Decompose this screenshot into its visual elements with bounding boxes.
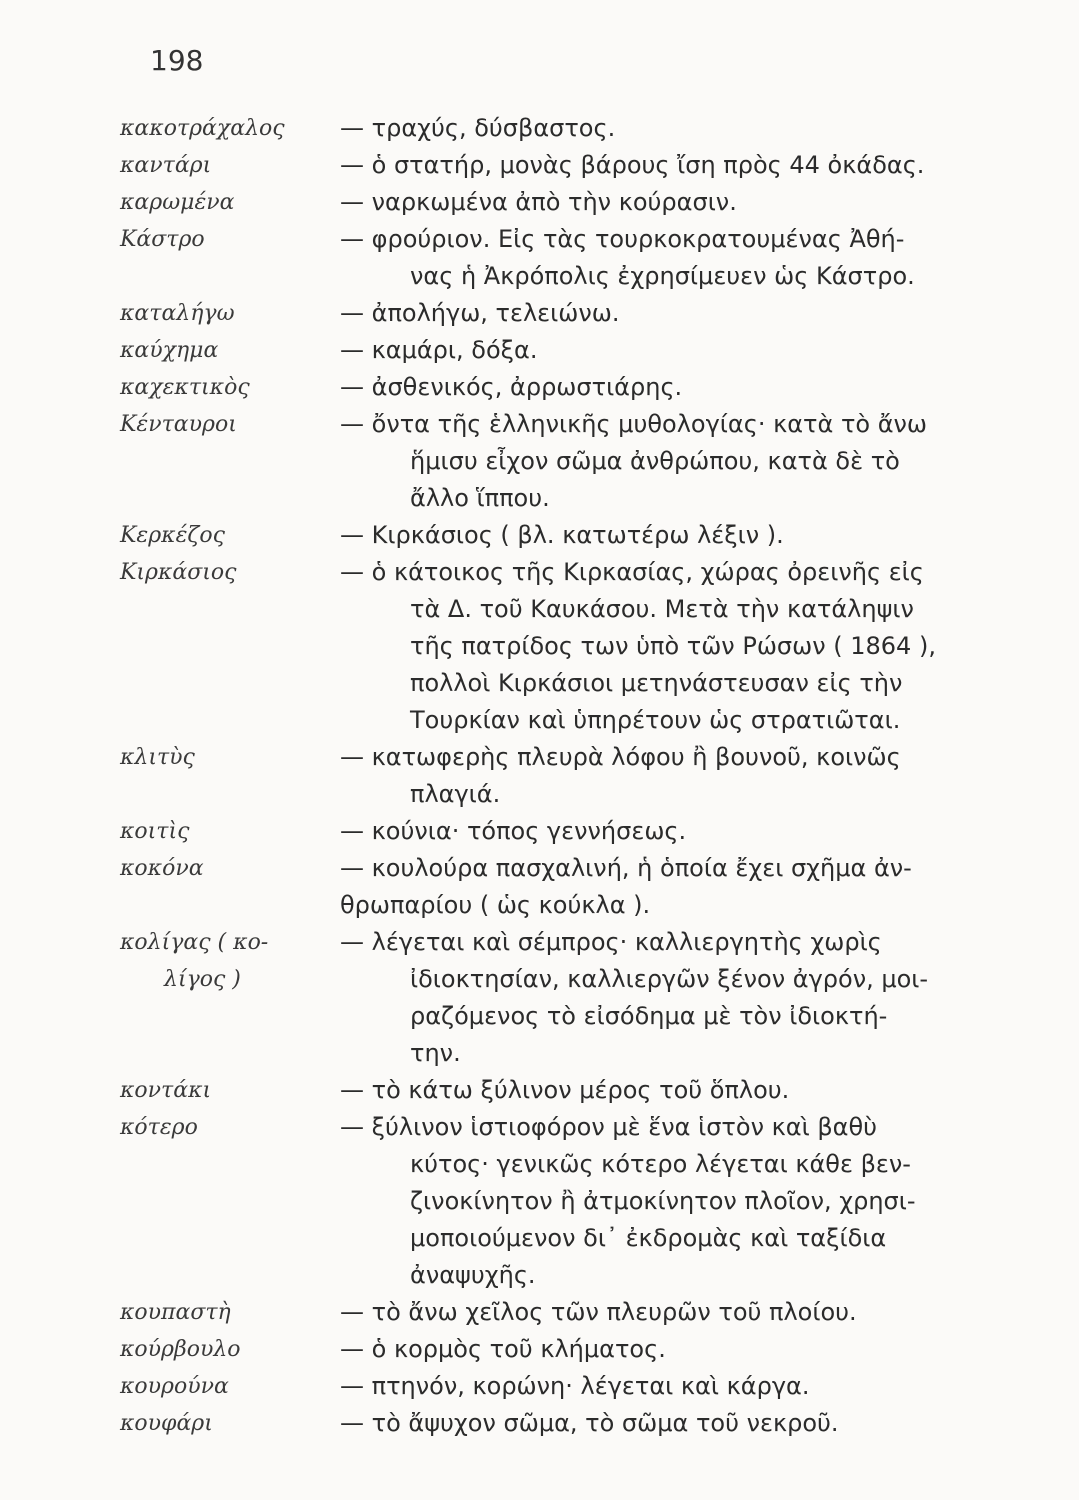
definition-line: — ναρκωμένα ἀπὸ τὴν κούρασιν. <box>340 188 737 216</box>
definition-line: — τραχύς, δύσβαστος. <box>340 114 616 142</box>
entry-term-continuation: λίγος ) <box>164 967 241 992</box>
entry-term-text: Κάστρο <box>120 227 205 252</box>
definition-line: — ἀπολήγω, τελειώνω. <box>340 299 620 327</box>
entry-term-text: Κερκέζος <box>120 523 225 548</box>
glossary-entry <box>0 517 1079 554</box>
entry-definition <box>340 850 1079 924</box>
glossary-entry <box>0 332 1079 369</box>
definition-line: ἄλλο ἵππου. <box>410 484 550 512</box>
glossary-entry <box>0 369 1079 406</box>
entry-term <box>0 1368 340 1405</box>
entry-term-text: κοιτὶς <box>120 819 190 844</box>
definition-line: πλαγιά. <box>410 780 501 808</box>
entry-term-text: κούρβουλο <box>120 1337 241 1362</box>
definition-line: — ὁ κορμὸς τοῦ κλήματος. <box>340 1335 666 1363</box>
definition-line: — ξύλινον ἱστιοφόρον μὲ ἕνα ἱστὸν καὶ βαθὺ <box>340 1113 878 1141</box>
glossary-entry <box>0 813 1079 850</box>
entry-term <box>0 813 340 850</box>
definition-line: την. <box>410 1039 461 1067</box>
entry-term <box>0 517 340 554</box>
entry-term <box>0 110 340 147</box>
definition-line: — Κιρκάσιος ( βλ. κατωτέρω λέξιν ). <box>340 521 784 549</box>
entry-term <box>0 1331 340 1368</box>
definition-line: — κατωφερὴς πλευρὰ λόφου ἢ βουνοῦ, κοινῶς <box>340 743 901 771</box>
entry-definition <box>340 1109 1079 1294</box>
entry-term-text: καχεκτικὸς <box>120 375 250 400</box>
definition-line: τὰ Δ. τοῦ Καυκάσου. Μετὰ τὴν κατάληψιν <box>410 595 914 623</box>
glossary-entries <box>0 110 1079 1442</box>
definition-line: — τὸ κάτω ξύλινον μέρος τοῦ ὅπλου. <box>340 1076 790 1104</box>
definition-line: — φρούριον. Εἰς τὰς τουρκοκρατουμένας Ἀθή- <box>340 225 905 253</box>
glossary-entry <box>0 221 1079 295</box>
entry-term-text: κολίγας ( κο- <box>120 930 269 955</box>
definition-line: — ὁ στατήρ, μονὰς βάρους ἴση πρὸς 44 ὀκάδας. <box>340 151 925 179</box>
definition-line: ραζόμενος τὸ εἰσόδημα μὲ τὸν ἰδιοκτή- <box>410 1002 888 1030</box>
glossary-entry <box>0 850 1079 924</box>
entry-term <box>0 1109 340 1146</box>
entry-definition <box>340 924 1079 1072</box>
entry-definition <box>340 369 1079 406</box>
entry-term-text: καρωμένα <box>120 190 235 215</box>
entry-term-text: κουρούνα <box>120 1374 229 1399</box>
entry-definition <box>340 1331 1079 1368</box>
definition-line: ἥμισυ εἶχον σῶμα ἀνθρώπου, κατὰ δὲ τὸ <box>410 447 900 475</box>
glossary-entry <box>0 1405 1079 1442</box>
definition-line: θρωπαρίου ( ὡς κούκλα ). <box>340 891 651 919</box>
entry-term <box>0 1405 340 1442</box>
definition-line: ζινοκίνητον ἢ ἀτμοκίνητον πλοῖον, χρησι- <box>410 1187 916 1215</box>
definition-line: ἀναψυχῆς. <box>410 1261 536 1289</box>
glossary-entry <box>0 295 1079 332</box>
definition-line: πολλοὶ Κιρκάσιοι μετηνάστευσαν εἰς τὴν <box>410 669 903 697</box>
entry-term <box>0 554 340 591</box>
entry-term <box>0 1072 340 1109</box>
entry-definition <box>340 813 1079 850</box>
definition-line: — τὸ ἄψυχον σῶμα, τὸ σῶμα τοῦ νεκροῦ. <box>340 1409 839 1437</box>
definition-line: — τὸ ἄνω χεῖλος τῶν πλευρῶν τοῦ πλοίου. <box>340 1298 857 1326</box>
entry-term-text: κοντάκι <box>120 1078 212 1103</box>
entry-definition <box>340 184 1079 221</box>
entry-term <box>0 1294 340 1331</box>
glossary-entry <box>0 147 1079 184</box>
entry-definition <box>340 147 1079 184</box>
entry-term <box>0 369 340 406</box>
entry-definition <box>340 554 1079 739</box>
definition-line: ἰδιοκτησίαν, καλλιεργῶν ξένον ἀγρόν, μοι- <box>410 965 929 993</box>
entry-term <box>0 184 340 221</box>
entry-term <box>0 924 340 998</box>
entry-term <box>0 406 340 443</box>
glossary-entry <box>0 924 1079 1072</box>
glossary-entry <box>0 1072 1079 1109</box>
definition-line: — καμάρι, δόξα. <box>340 336 538 364</box>
entry-term <box>0 147 340 184</box>
entry-definition <box>340 1294 1079 1331</box>
entry-definition <box>340 739 1079 813</box>
definition-line: — κούνια· τόπος γεννήσεως. <box>340 817 687 845</box>
entry-term-text: καντάρι <box>120 153 212 178</box>
definition-line: Τουρκίαν καὶ ὑπηρέτουν ὡς στρατιῶται. <box>410 706 901 734</box>
entry-term-text: κλιτὺς <box>120 745 195 770</box>
page-number: 198 <box>150 44 204 77</box>
entry-term <box>0 221 340 258</box>
entry-term <box>0 295 340 332</box>
glossary-entry <box>0 554 1079 739</box>
glossary-entry <box>0 739 1079 813</box>
entry-term <box>0 332 340 369</box>
entry-definition <box>340 110 1079 147</box>
entry-definition <box>340 221 1079 295</box>
entry-term-text: καύχημα <box>120 338 219 363</box>
glossary-entry <box>0 1294 1079 1331</box>
entry-definition <box>340 295 1079 332</box>
entry-definition <box>340 1072 1079 1109</box>
glossary-entry <box>0 406 1079 517</box>
entry-term-text: κότερο <box>120 1115 198 1140</box>
entry-definition <box>340 1368 1079 1405</box>
definition-line: — ἀσθενικός, ἀρρωστιάρης. <box>340 373 683 401</box>
glossary-entry <box>0 1331 1079 1368</box>
definition-line: — ὁ κάτοικος τῆς Κιρκασίας, χώρας ὀρεινῆς εἰς <box>340 558 924 586</box>
definition-line: κύτος· γενικῶς κότερο λέγεται κάθε βεν- <box>410 1150 911 1178</box>
entry-term-text: κοκόνα <box>120 856 204 881</box>
definition-line: — κουλούρα πασχαλινή, ἡ ὁποία ἔχει σχῆμα ἀν- <box>340 854 912 882</box>
glossary-entry <box>0 184 1079 221</box>
definition-line: νας ἡ Ἀκρόπολις ἐχρησίμευεν ὡς Κάστρο. <box>410 262 915 290</box>
entry-term-text: κακοτράχαλος <box>120 116 285 141</box>
entry-definition <box>340 406 1079 517</box>
definition-line: μοποιούμενον δι᾿ ἐκδρομὰς καὶ ταξίδια <box>410 1224 887 1252</box>
entry-term <box>0 850 340 887</box>
entry-term-text: Κένταυροι <box>120 412 237 437</box>
entry-definition <box>340 517 1079 554</box>
glossary-entry <box>0 1368 1079 1405</box>
entry-term-text: κουπαστὴ <box>120 1300 231 1325</box>
definition-line: — λέγεται καὶ σέμπρος· καλλιεργητὴς χωρὶς <box>340 928 882 956</box>
definition-line: τῆς πατρίδος των ὑπὸ τῶν Ρώσων ( 1864 ), <box>410 632 936 660</box>
glossary-entry <box>0 110 1079 147</box>
entry-term-text: Κιρκάσιος <box>120 560 237 585</box>
entry-term <box>0 739 340 776</box>
definition-line: — πτηνόν, κορώνη· λέγεται καὶ κάργα. <box>340 1372 810 1400</box>
glossary-entry <box>0 1109 1079 1294</box>
entry-term-text: καταλήγω <box>120 301 235 326</box>
definition-line: — ὄντα τῆς ἑλληνικῆς μυθολογίας· κατὰ τὸ ἄνω <box>340 410 928 438</box>
entry-term-text: κουφάρι <box>120 1411 213 1436</box>
entry-definition <box>340 1405 1079 1442</box>
entry-definition <box>340 332 1079 369</box>
